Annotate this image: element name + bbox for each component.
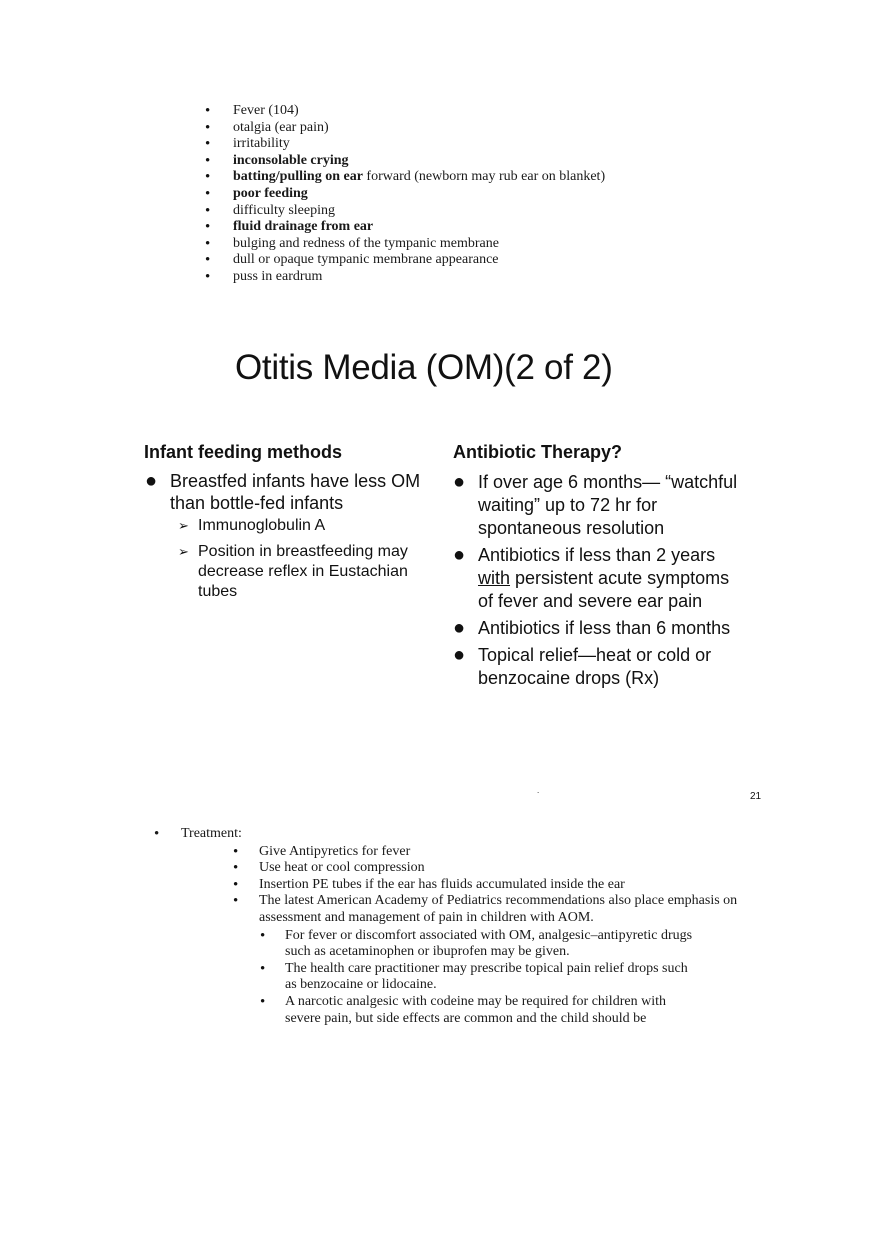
slide-sub-bullet: ➢ Immunoglobulin A — [178, 517, 326, 534]
left-column-heading: Infant feeding methods — [144, 442, 342, 462]
slide-bullet: ● If over age 6 months— “watchful waiting” up to 72 hr for spontaneous resolution — [453, 471, 738, 538]
list-item: • A narcotic analgesic with codeine may be required for children with severe pain, but side effects are common and the child should be — [285, 994, 700, 1027]
list-item: • Give Antipyretics for fever — [259, 844, 759, 861]
slide-sub-list — [178, 516, 438, 608]
embedded-slide — [140, 340, 770, 810]
pain-management-list — [285, 928, 700, 1028]
bullet-icon: ● — [145, 470, 158, 492]
treatment-label: • Treatment: — [181, 826, 781, 843]
list-item: • puss in eardrum — [233, 269, 793, 286]
treatment-list — [259, 844, 759, 927]
list-item: • The latest American Academy of Pediatrics recommendations also place emphasis on assessment and management of pain in children with AOM. — [259, 893, 759, 926]
bullet-icon: ● — [453, 544, 466, 566]
treatment-section — [181, 826, 781, 1027]
list-item: • otalgia (ear pain) — [233, 120, 793, 137]
list-item: • inconsolable crying — [233, 153, 793, 170]
symptom-list — [233, 103, 793, 286]
slide-bullet: ● Antibiotics if less than 2 years with persistent acute symptoms of fever and severe ear pain — [453, 544, 730, 611]
list-item: • difficulty sleeping — [233, 203, 793, 220]
slide-page-number: 21 — [750, 791, 762, 802]
list-item: • Fever (104) — [233, 103, 793, 120]
list-item: • bulging and redness of the tympanic membrane — [233, 236, 793, 253]
list-item: • Insertion PE tubes if the ear has fluids accumulated inside the ear — [259, 877, 759, 894]
slide-right-list — [453, 471, 748, 694]
bullet-icon: ● — [453, 617, 466, 639]
list-item: • poor feeding — [233, 186, 793, 203]
list-item: • fluid drainage from ear — [233, 219, 793, 236]
list-item: • irritability — [233, 136, 793, 153]
arrow-bullet-icon: ➢ — [178, 518, 189, 533]
slide-bullet: ● Antibiotics if less than 6 months — [453, 617, 731, 639]
list-item: • dull or opaque tympanic membrane appearance — [233, 252, 793, 269]
slide-dot: . — [537, 786, 540, 795]
list-item: • batting/pulling on ear forward (newborn may rub ear on blanket) — [233, 169, 793, 186]
slide-bullet: ● Breastfed infants have less OM than bottle-fed infants — [145, 470, 421, 513]
right-column-heading: Antibiotic Therapy? — [453, 442, 623, 462]
list-item: • Use heat or cool compression — [259, 860, 759, 877]
bullet-icon: ● — [453, 644, 466, 666]
list-item: • For fever or discomfort associated with OM, analgesic–antipyretic drugs such as acetaminophen or ibuprofen may be given. — [285, 928, 700, 961]
arrow-bullet-icon: ➢ — [178, 544, 189, 559]
list-item: • The health care practitioner may prescribe topical pain relief drops such as benzocaine or lidocaine. — [285, 961, 700, 994]
slide-bullet: ● Topical relief—heat or cold or benzocaine drops (Rx) — [453, 644, 712, 688]
slide-sub-bullet: ➢ Position in breastfeeding may decrease reflex in Eustachian tubes — [178, 543, 408, 600]
slide-title: Otitis Media (OM)(2 of 2) — [235, 348, 613, 387]
bullet-icon: ● — [453, 471, 466, 493]
